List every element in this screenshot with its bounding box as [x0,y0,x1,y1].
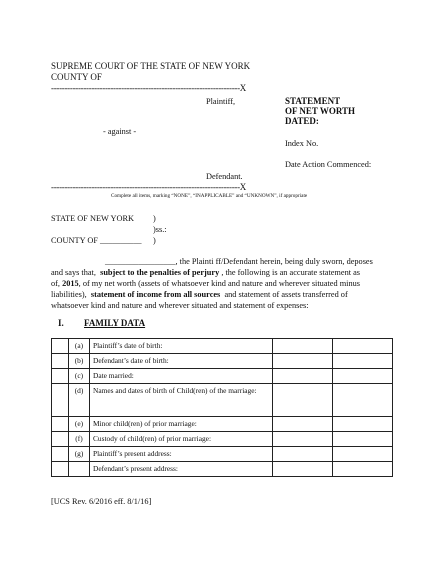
affidavit-text-1: , the Plainti ff/Defendant herein, being duly sworn, deposes [175,257,373,266]
row-margin-cell [52,447,69,462]
answer-cell[interactable] [273,384,333,417]
row-letter: (a) [69,339,90,354]
row-label: Plaintiff’s date of birth: [90,339,273,354]
family-data-table [51,338,393,477]
row-margin-cell [52,384,69,417]
affidavit-text-4c: and statement of assets transferred of [224,290,348,299]
row-label: Defendant’s date of birth: [90,354,273,369]
venue-state: STATE OF NEW YORK [51,214,134,223]
affidavit-text-3a: of, [51,279,60,288]
defendant-label: Defendant. [206,172,243,181]
row-margin-cell [52,354,69,369]
plaintiff-label: Plaintiff, [206,97,236,106]
affidavit-text-3c: , of my net worth (assets of whatsoever kind and nature and wherever situated minus [78,279,360,288]
court-name: SUPREME COURT OF THE STATE OF NEW YORK [51,61,251,71]
table-row [52,462,393,477]
table-row [52,417,393,432]
row-margin-cell [52,462,69,477]
perjury-clause: subject to the penalties of perjury [100,268,220,277]
answer-cell[interactable] [333,339,393,354]
answer-cell[interactable] [333,432,393,447]
statement-title: STATEMENT [285,96,341,106]
answer-cell[interactable] [273,339,333,354]
row-label: Names and dates of birth of Child(ren) of the marriage: [90,384,273,417]
answer-cell[interactable] [273,447,333,462]
caption-dash-top: ----------------------------------------------------------------------X [51,83,246,93]
affidavit-line-4 [51,289,348,300]
row-label: Date married: [90,369,273,384]
table-row [52,447,393,462]
row-margin-cell [52,417,69,432]
affidavit-text-2a: and says that, [51,268,96,277]
row-letter [69,462,90,477]
income-clause: statement of income from all sources [90,290,221,299]
affidavit-line-1 [105,256,373,267]
county-line: COUNTY OF [51,72,102,82]
table-row [52,354,393,369]
table-row [52,369,393,384]
answer-cell[interactable] [273,369,333,384]
row-label: Defendant’s present address: [90,462,273,477]
answer-cell[interactable] [273,354,333,369]
answer-cell[interactable] [333,384,393,417]
instructions-note: Complete all items, marking “NONE”, “INAPPLICABLE” and “UNKNOWN”, if appropriate [111,193,308,199]
affidavit-text-4a: liabilities), [51,290,87,299]
answer-cell[interactable] [333,447,393,462]
row-letter: (d) [69,384,90,417]
row-letter: (e) [69,417,90,432]
table-row [52,432,393,447]
row-margin-cell [52,432,69,447]
answer-cell[interactable] [273,462,333,477]
answer-cell[interactable] [333,462,393,477]
answer-cell[interactable] [273,417,333,432]
section-title: FAMILY DATA [84,318,146,328]
table-row [52,384,393,417]
table-row [52,339,393,354]
dated-label: DATED: [285,116,319,126]
answer-cell[interactable] [333,354,393,369]
row-letter: (c) [69,369,90,384]
against-label: - against - [103,127,137,136]
row-margin-cell [52,339,69,354]
row-letter: (b) [69,354,90,369]
index-number-label: Index No. [285,139,319,148]
affidavit-text-2c: , the following is an accurate statement as [221,268,361,277]
form-revision: [UCS Rev. 6/2016 eff. 8/1/16] [51,497,152,506]
row-letter: (f) [69,432,90,447]
venue-ss: )ss.: [153,225,167,234]
venue-county: COUNTY OF __________ [51,236,142,245]
statement-subtitle: OF NET WORTH [285,106,356,116]
row-label: Minor child(ren) of prior marriage: [90,417,273,432]
affidavit-line-2 [51,267,360,278]
row-letter: (g) [69,447,90,462]
answer-cell[interactable] [333,417,393,432]
venue-paren-3: ) [153,236,156,245]
section-number: I. [58,318,64,328]
answer-cell[interactable] [333,369,393,384]
affidavit-line-5: whatsoever kind and nature and wherever situated and statement of expenses: [51,301,309,310]
name-blank: _________________ [105,257,176,266]
caption-dash-bottom: ----------------------------------------------------------------------X [51,182,246,192]
row-label: Plaintiff’s present address: [90,447,273,462]
statement-year: 2015 [62,279,79,288]
answer-cell[interactable] [273,432,333,447]
row-label: Custody of child(ren) of prior marriage: [90,432,273,447]
affidavit-line-3 [51,278,360,289]
venue-paren-1: ) [153,214,156,223]
date-action-commenced-label: Date Action Commenced: [285,160,372,169]
row-margin-cell [52,369,69,384]
